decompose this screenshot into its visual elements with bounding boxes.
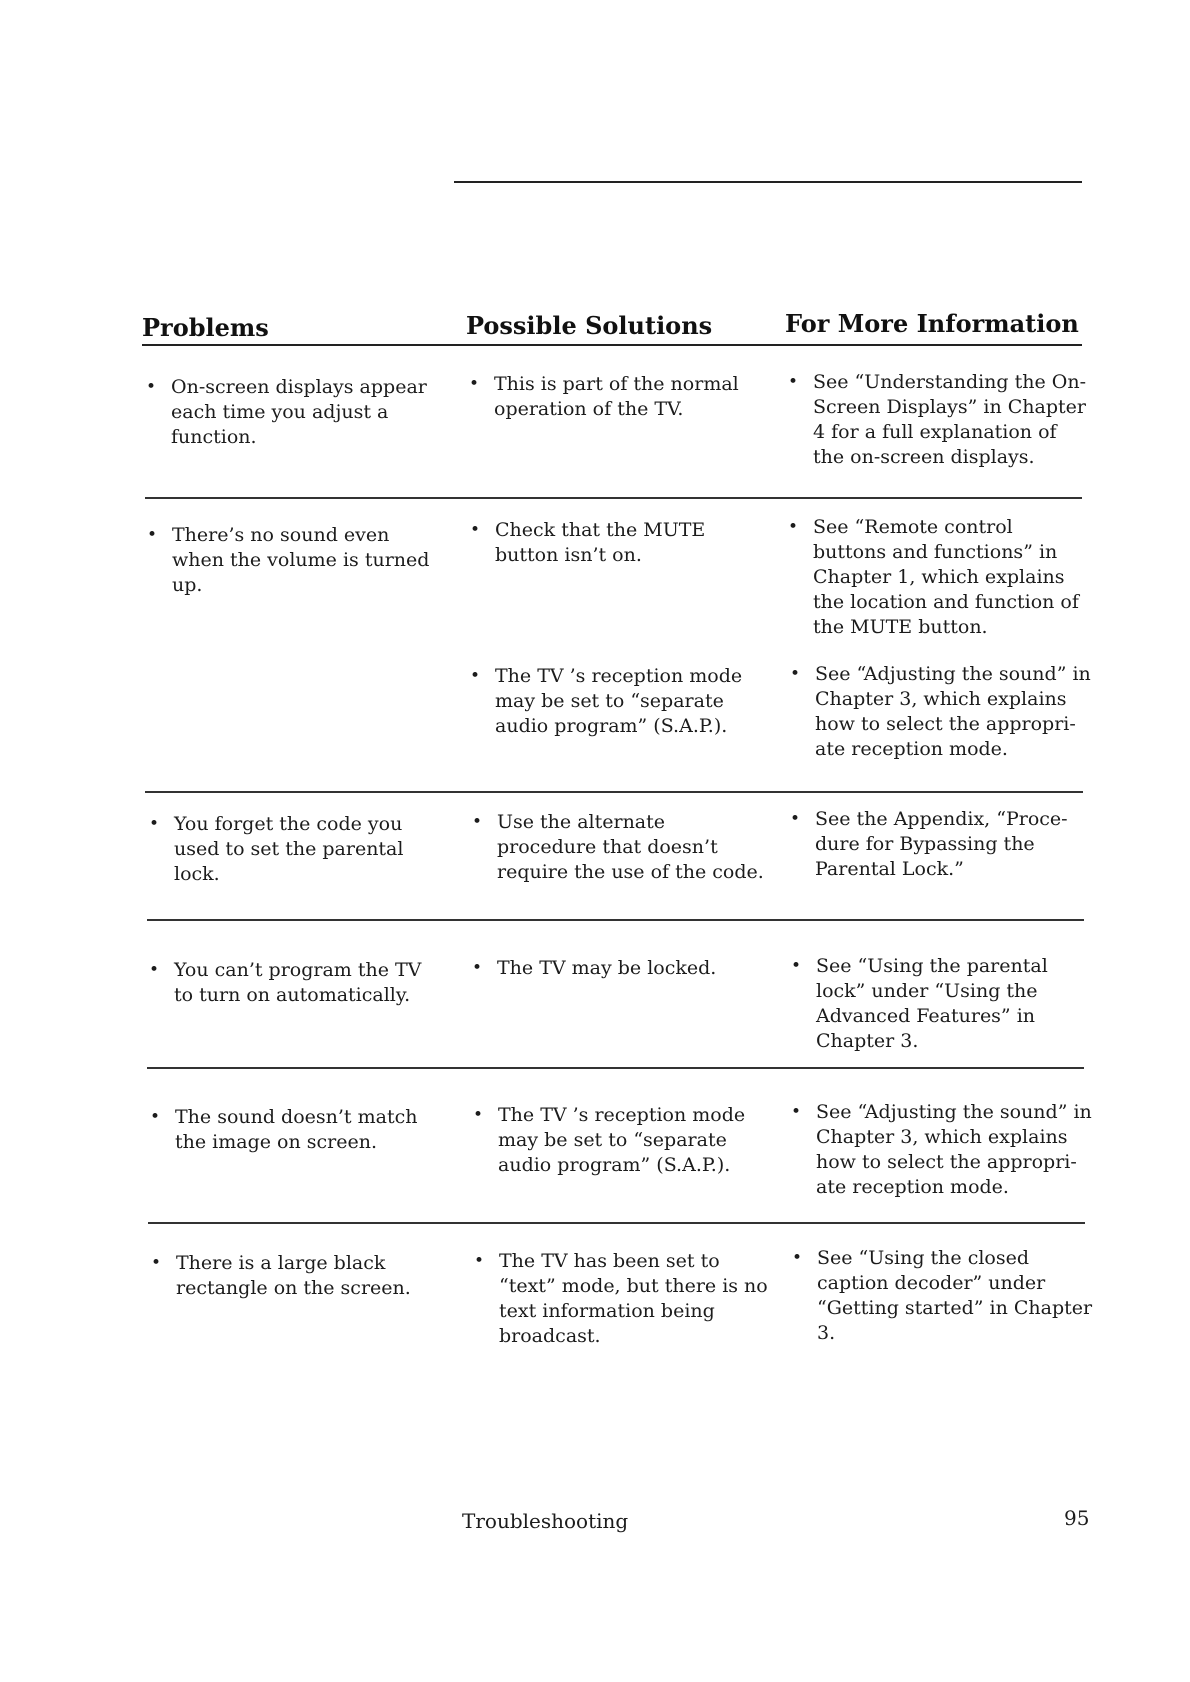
info-cell: • See the Appendix, “Proce-dure for Bypassing the Parental Lock.”	[787, 807, 1092, 882]
info-cell: • See “Understanding the On-Screen Displays” in Chapter 4 for a full explanation of the on-screen displays.	[785, 370, 1090, 470]
info-cell: • See “Remote control buttons and functions” in Chapter 1, which explains the location and function of the MUTE button.	[785, 515, 1090, 640]
solution-cell: • The TV has been set to “text” mode, but there is no text information being broadcast.	[471, 1249, 771, 1349]
info-cell: • See “Using the closed caption decoder” under “Getting started” in Chapter 3.	[789, 1246, 1094, 1346]
problem-cell: • There’s no sound even when the volume is turned up.	[144, 523, 444, 598]
solution-cell: • The TV may be locked.	[469, 956, 769, 981]
solution-cell: • This is part of the normal operation of the TV.	[466, 372, 766, 422]
footer-section-title: Troubleshooting	[462, 1509, 629, 1533]
row-separator	[147, 1067, 1084, 1069]
problem-cell: • There is a large black rectangle on the screen.	[148, 1251, 448, 1301]
solution-cell: • The TV ’s reception mode may be set to “separate audio program” (S.A.P.).	[470, 1103, 770, 1178]
top-rule	[454, 181, 1082, 183]
header-rule	[142, 344, 1082, 346]
info-cell: • See “Adjusting the sound” in Chapter 3, which explains how to select the appropri-ate reception mode.	[788, 1100, 1093, 1200]
row-separator	[145, 791, 1083, 793]
solution-cell: • Use the alternate procedure that doesn’t require the use of the code.	[469, 810, 769, 885]
row-separator	[148, 1222, 1085, 1224]
page-number: 95	[1064, 1506, 1090, 1530]
problem-cell: • You forget the code you used to set the parental lock.	[146, 812, 446, 887]
info-cell: • See “Using the parental lock” under “Using the Advanced Features” in Chapter 3.	[788, 954, 1093, 1054]
info-cell: • See “Adjusting the sound” in Chapter 3, which explains how to select the appropri-ate reception mode.	[787, 662, 1092, 762]
problem-cell: • On-screen displays appear each time you adjust a function.	[143, 375, 443, 450]
row-separator	[145, 497, 1082, 499]
solution-cell: • The TV ’s reception mode may be set to “separate audio program” (S.A.P.).	[467, 664, 767, 739]
header-for-more-information: For More Information	[785, 309, 1079, 338]
problem-cell: • You can’t program the TV to turn on automatically.	[146, 958, 446, 1008]
problem-cell: • The sound doesn’t match the image on screen.	[147, 1105, 447, 1155]
solution-cell: • Check that the MUTE button isn’t on.	[467, 518, 767, 568]
header-possible-solutions: Possible Solutions	[466, 311, 713, 340]
row-separator	[147, 919, 1084, 921]
header-problems: Problems	[142, 313, 269, 342]
